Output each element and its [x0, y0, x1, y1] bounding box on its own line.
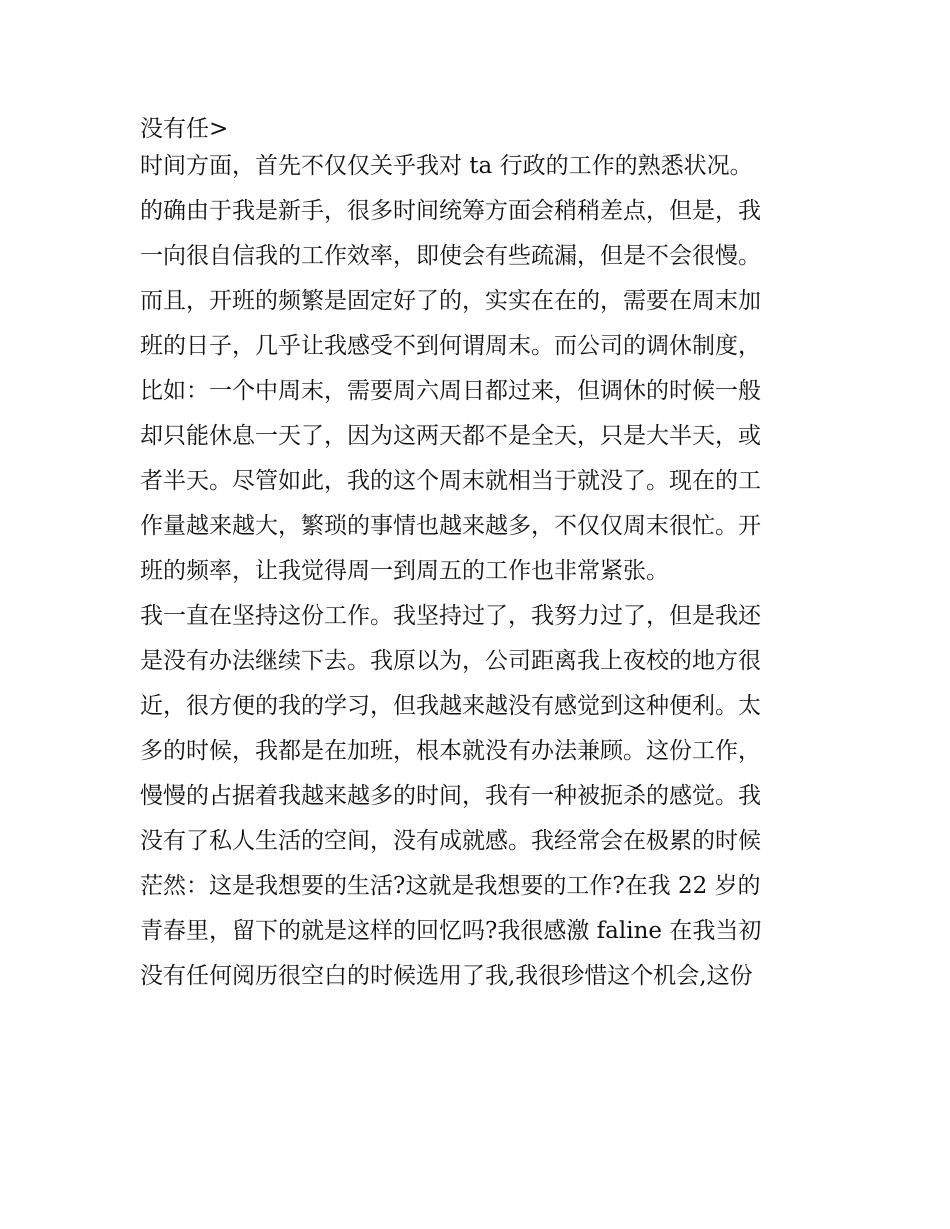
text-line: 比如：一个中周末，需要周六周日都过来，但调休的时候一般 [140, 378, 761, 404]
text-line: 者半天。尽管如此，我的这个周末就相当于就没了。现在的工 [140, 468, 761, 494]
text-line: 没有任> [140, 116, 229, 142]
text-line: 时间方面，首先不仅仅关乎我对 ta 行政的工作的熟悉状况。 [140, 153, 753, 179]
text-line: 而且，开班的频繁是固定好了的，实实在在的，需要在周末加 [140, 288, 761, 314]
text-line: 班的频率，让我觉得周一到周五的工作也非常紧张。 [140, 558, 669, 584]
text-line: 一向很自信我的工作效率，即使会有些疏漏，但是不会很慢。 [140, 243, 761, 269]
text-line: 的确由于我是新手，很多时间统筹方面会稍稍差点，但是，我 [140, 198, 761, 224]
text-line: 我一直在坚持这份工作。我坚持过了，我努力过了，但是我还 [140, 603, 761, 629]
text-line: 慢慢的占据着我越来越多的时间，我有一种被扼杀的感觉。我 [140, 783, 761, 809]
text-line: 茫然：这是我想要的生活?这就是我想要的工作?在我 22 岁的 [140, 873, 761, 899]
text-line: 班的日子，几乎让我感受不到何谓周末。而公司的调休制度， [140, 333, 761, 359]
text-line: 近，很方便的我的学习，但我越来越没有感觉到这种便利。太 [140, 693, 761, 719]
text-line: 是没有办法继续下去。我原以为，公司距离我上夜校的地方很 [140, 648, 761, 674]
document-body [140, 111, 820, 1003]
text-line: 多的时候，我都是在加班，根本就没有办法兼顾。这份工作， [140, 738, 761, 764]
text-line: 没有任何阅历很空白的时候选用了我,我很珍惜这个机会,这份 [140, 963, 753, 989]
text-line: 作量越来越大，繁琐的事情也越来越多，不仅仅周末很忙。开 [140, 513, 761, 539]
text-line: 却只能休息一天了，因为这两天都不是全天，只是大半天，或 [140, 423, 761, 449]
text-line: 青春里，留下的就是这样的回忆吗?我很感激 faline 在我当初 [140, 918, 762, 944]
text-line: 没有了私人生活的空间，没有成就感。我经常会在极累的时候 [140, 828, 761, 854]
